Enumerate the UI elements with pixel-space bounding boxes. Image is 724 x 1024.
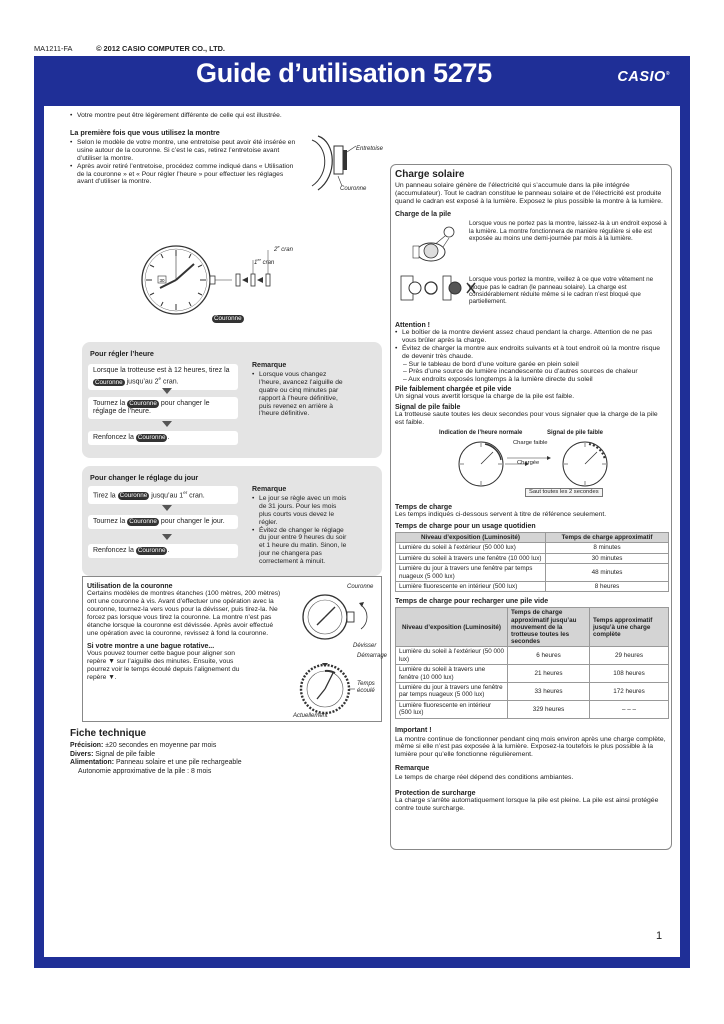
table-header: Temps approximatif jusqu’à une charge complète: [590, 608, 669, 647]
attention-item: • Le boîtier de la montre devient assez chaud pendant la charge. Attention de ne pas vous brûler après la charge.: [395, 329, 667, 345]
couronne-pill: Couronne: [137, 547, 166, 554]
step-text: cran.: [187, 492, 205, 500]
spec-title: Fiche technique: [70, 728, 147, 739]
normal-label: Indication de l’heure normale: [439, 430, 523, 437]
document-code: MA1211-FA: [34, 44, 73, 53]
overcharge-text: La charge s’arrête automatiquement lorsque la pile est pleine. La pile est ainsi protégée contre toute surcharge.: [395, 796, 659, 812]
remark-list: [252, 495, 350, 566]
set-time-step-2: [88, 397, 238, 419]
set-time-box: [82, 342, 382, 458]
step-text: Tournez la: [93, 400, 126, 407]
step-text: Renfoncez la: [93, 434, 134, 441]
set-day-step-1: [88, 486, 238, 504]
logo-mark: ®: [665, 71, 670, 78]
couronne-pill: Couronne: [95, 378, 123, 386]
table-header: Temps de charge approximatif jusqu’au mouvement de la trotteuse toutes les secondes: [508, 608, 590, 647]
top-line: [34, 44, 225, 53]
copyright: © 2012 CASIO COMPUTER CO., LTD.: [96, 44, 225, 53]
table-cell: Lumière du soleil à travers une fenêtre (10 000 lux): [396, 553, 546, 563]
table-cell: 8 minutes: [546, 543, 669, 553]
crown-label: Couronne: [347, 584, 374, 590]
second-stop-text: cran: [279, 247, 293, 253]
empty-title: Temps de charge pour recharger une pile vide: [395, 598, 549, 606]
table-cell: 8 heures: [546, 581, 669, 591]
elapsed-label-1: Temps: [357, 681, 375, 687]
down-arrow-icon: [162, 388, 172, 394]
set-day-title: Pour changer le réglage du jour: [90, 473, 199, 482]
set-time-title: Pour régler l’heure: [90, 349, 154, 358]
solar-panel-section: [390, 164, 672, 850]
spec-misc: [70, 751, 400, 759]
table-cell: 108 heures: [590, 665, 669, 683]
crown-pill: [212, 307, 244, 325]
remark-text: Le temps de charge réel dépend des conditions ambiantes.: [395, 774, 574, 782]
set-day-remark: [252, 486, 350, 566]
set-time-remark: [252, 362, 348, 418]
casio-logo: [617, 69, 670, 85]
step-text: Lorsque la trotteuse est à 12 heures, tirez la: [93, 367, 230, 374]
bezel-figure: [295, 659, 365, 719]
table-cell: Lumière du jour à travers une fenêtre par temps nuageux (5 000 lux): [396, 683, 508, 701]
couronne-pill: Couronne: [129, 518, 157, 525]
table-row: [396, 647, 669, 665]
remark-item: • Évitez de changer le réglage du jour entre 9 heures du soir et 1 heure du matin. Sinon, le jour ne changera pas correctement à minuit.: [252, 527, 350, 567]
low-signal-text: La trotteuse saute toutes les deux secondes pour vous signaler que la charge de la pile est faible.: [395, 410, 658, 426]
remark-list: [252, 371, 348, 418]
spec-label: Divers:: [70, 750, 94, 758]
intro-note: • Votre montre peut être légèrement différente de celle qui est illustrée.: [70, 112, 410, 120]
page-frame: [34, 56, 690, 968]
set-time-step-1: [88, 364, 238, 390]
step-sup: e: [158, 376, 162, 382]
charge-time-text: Les temps indiqués ci-dessous servent à titre de référence seulement.: [395, 511, 607, 519]
table-cell: Lumière fluorescente en intérieur (500 lux): [396, 700, 508, 718]
remark-item: • Lorsque vous changez l’heure, avancez l’aiguille de quatre ou cinq minutes par rapport à l’heure définitive, puis revenez en arrière à l’heure définitive.: [252, 371, 348, 418]
table-header: Niveau d’exposition (Luminosité): [396, 533, 546, 543]
table-header: Niveau d’exposition (Luminosité): [396, 608, 508, 647]
page-title: Guide d’utilisation 5275: [196, 58, 492, 88]
table-header: Temps de charge approximatif: [546, 533, 669, 543]
table-row: [396, 665, 669, 683]
spec-precision: [70, 742, 400, 750]
entretoise-label: Entretoise: [356, 146, 384, 152]
couronne-pill: Couronne: [119, 492, 148, 500]
table-row: [396, 700, 669, 718]
table-cell: Lumière du soleil à travers une fenêtre (10 000 lux): [396, 665, 508, 683]
charge-figures: [395, 218, 667, 318]
watch-diagram: [136, 236, 286, 326]
step-text: cran.: [161, 378, 179, 386]
charged-label: Chargée: [517, 460, 540, 467]
first-use-item: • Selon le modèle de votre montre, une entretoise peut avoir été insérée en usine autour de la couronne. Si c’est le cas, retirez l’entretoise avant d’utiliser la montre.: [70, 139, 298, 163]
charge-title: Charge de la pile: [395, 211, 452, 219]
table-cell: – – –: [590, 700, 669, 718]
empty-table: [395, 607, 669, 718]
spacer-figure: [298, 132, 378, 194]
couronne-pill: Couronne: [129, 400, 157, 407]
spec-power: [70, 759, 400, 767]
step-text: jusqu’au 2: [126, 378, 159, 386]
first-use-title: La première fois que vous utilisez la montre: [70, 127, 220, 137]
important-text: La montre continue de fonctionner pendant cinq mois environ après une charge complète, même si elle n’est pas exposée à la lumière. Exposez-la toutefois le plus possible à la lumière pour qu’elle fonctionne régulièrement.: [395, 735, 666, 759]
charge-time-title: Temps de charge: [395, 504, 453, 512]
couronne-label: Couronne: [340, 186, 367, 192]
attention-sub-1: – Sur le tableau de bord d’une voiture garée en plein soleil: [403, 360, 579, 368]
table-cell: 29 heures: [590, 647, 669, 665]
couronne-pill: Couronne: [137, 434, 166, 441]
header-bar: [34, 56, 690, 96]
attention-sub-3: – Aux endroits exposés longtemps à la lumière directe du soleil: [403, 376, 593, 384]
table-header-row: [396, 533, 669, 543]
couronne-pill: Couronne: [214, 315, 242, 322]
table-row: [396, 683, 669, 701]
table-cell: Lumière du jour à travers une fenêtre par temps nuageux (5 000 lux): [396, 564, 546, 582]
bezel-title: Si votre montre a une bague rotative...: [87, 643, 215, 651]
attention-item: • Évitez de charger la montre aux endroits suivants et à tout endroit où la montre risque de devenir très chaude.: [395, 345, 667, 361]
first-stop-sup: er: [257, 257, 261, 262]
spec-label: Précision:: [70, 742, 104, 750]
table-cell: 33 heures: [508, 683, 590, 701]
step-text: Tirez la: [93, 492, 116, 500]
low-label: Signal de pile faible: [547, 430, 604, 437]
table-cell: Lumière du soleil à l’extérieur (50 000 lux): [396, 543, 546, 553]
table-cell: 48 minutes: [546, 564, 669, 582]
remark-title: Remarque: [252, 362, 287, 369]
charge-text-1: Lorsque vous ne portez pas la montre, laissez-la à un endroit exposé à la lumière. La montre fonctionnera de manière régulière si elle est exposée au moins une demi-journée par mois à la lumière.: [469, 220, 667, 242]
start-label: Démarrage: [357, 653, 388, 659]
watch-in-light-icon: [409, 224, 465, 266]
page-content: [44, 106, 680, 957]
page-number: 1: [656, 930, 663, 942]
down-arrow-icon: [162, 505, 172, 511]
unscrew-label: Dévisser: [353, 643, 377, 649]
table-cell: 21 heures: [508, 665, 590, 683]
table-row: [396, 543, 669, 553]
sleeve-coverage-icon: [399, 272, 479, 304]
down-arrow-icon: [162, 534, 172, 540]
first-use-item: • Après avoir retiré l’entretoise, procédez comme indiqué dans « Utilisation de la couronne » et « Pour régler l’heure » pour effectuer les réglages avant d’utiliser la montre.: [70, 163, 298, 187]
table-row: [396, 564, 669, 582]
table-cell: 172 heures: [590, 683, 669, 701]
solar-intro: Un panneau solaire génère de l’électricité qui s’accumule dans la pile intégrée (accumulateur). Tout le cadran constitue le panneau solaire et de l’électricité est produite quand le cadran est exposé à la lumière. Exposez le plus possible la montre à la lumière.: [395, 182, 663, 205]
solar-panel-inner: [395, 169, 667, 812]
day-window: 30: [159, 278, 165, 283]
signal-figure: [395, 426, 667, 500]
remark-item: • Le jour se règle avec un mois de 31 jours. Pour les mois plus courts vous devez le régler.: [252, 495, 350, 527]
important-title: Important !: [395, 726, 432, 734]
elapsed-label: [357, 681, 375, 695]
low-battery-text: Un signal vous avertit lorsque la charge de la pile est faible.: [395, 392, 575, 400]
set-day-step-3: [88, 544, 238, 558]
solar-title: Charge solaire: [395, 169, 465, 180]
first-stop-text: cran: [260, 260, 275, 266]
logo-text: CASIO: [617, 69, 666, 85]
second-stop-num: 2: [274, 247, 278, 253]
second-stop-sup: e: [277, 244, 280, 249]
crown-screw-figure: [289, 585, 381, 645]
daily-title: Temps de charge pour un usage quotidien: [395, 523, 536, 531]
step-text: Renfoncez la: [93, 547, 134, 554]
spec-value: Signal de pile faible: [93, 750, 156, 758]
set-day-step-2: [88, 515, 238, 529]
table-cell: 30 minutes: [546, 553, 669, 563]
attention-list: [395, 329, 667, 360]
now-label: Actuellement: [293, 713, 328, 719]
low-signal-title: Signal de pile faible: [395, 403, 461, 411]
first-use-list: [70, 139, 298, 186]
first-stop-num: 1: [254, 260, 258, 266]
spec-label: Alimentation:: [70, 759, 115, 767]
elapsed-label-2: écoulé: [357, 688, 375, 694]
step-text: pour changer le réglage de l’heure.: [93, 400, 210, 416]
down-arrow-icon: [162, 421, 172, 427]
low-battery-title: Pile faiblement chargée et pile vide: [395, 385, 512, 393]
step-sup: er: [183, 490, 188, 495]
spec-value: Panneau solaire et une pile rechargeable: [114, 759, 242, 767]
first-stop-label: [254, 257, 274, 266]
step-text: Tournez la: [93, 518, 126, 525]
two-second-label: Saut toutes les 2 secondes: [525, 488, 603, 497]
crown-use-box: [82, 576, 388, 722]
step-text: jusqu’au 1: [151, 492, 184, 500]
remark-title: Remarque: [252, 486, 287, 493]
remark-title: Remarque: [395, 765, 430, 773]
attention-title: Attention !: [395, 322, 430, 330]
table-row: [396, 553, 669, 563]
table-cell: Lumière du soleil à l’extérieur (50 000 lux): [396, 647, 508, 665]
step-text: pour changer le jour.: [160, 518, 225, 525]
second-stop-label: [274, 244, 293, 253]
overcharge-title: Protection de surcharge: [395, 789, 476, 797]
set-time-step-3: [88, 431, 238, 445]
attention-sub-2: – Près d’une source de lumière incandescente ou d’autres sources de chaleur: [403, 368, 638, 376]
crown-use-title: Utilisation de la couronne: [87, 583, 173, 590]
table-header-row: [396, 608, 669, 647]
set-day-box: [82, 466, 382, 576]
charge-text-2: Lorsque vous portez la montre, veillez à ce que votre vêtement ne bloque pas le cadran (le panneau solaire). La charge est considérablement réduite même si le cadran n’est bloqué que partiellement.: [469, 276, 654, 306]
spec-autonomy: Autonomie approximative de la pile : 8 mois: [78, 767, 212, 775]
spec-section: [70, 730, 400, 776]
bezel-text: Vous pouvez tourner cette bague pour aligner son repère ▼ sur l’aiguille des minutes. Ensuite, vous pourrez voir le temps écoulé depuis l’alignement du repère ▼.: [87, 650, 240, 682]
table-cell: 6 heures: [508, 647, 590, 665]
table-row: [396, 581, 669, 591]
step-text: .: [167, 434, 170, 441]
low-charge-label: Charge faible: [513, 440, 548, 447]
spec-value: ±20 secondes en moyenne par mois: [103, 742, 217, 750]
table-cell: 329 heures: [508, 700, 590, 718]
daily-table: [395, 532, 669, 592]
intro-list: [70, 112, 410, 120]
table-cell: Lumière fluorescente en intérieur (500 lux): [396, 581, 546, 591]
step-text: .: [167, 547, 170, 554]
crown-use-text: Certains modèles de montres étanches (100 mètres, 200 mètres) ont une couronne à vis. Avant d’effectuer une opération avec la couronne, tournez-la vers vous pour la dévisser, puis tirez-la. Ne forcez pas lorsque vous tirez la couronne. La montre n’est pas étanche lorsque la couronne est dévissée. Après avoir effectué une opération avec la couronne, revissez à fond la couronne.: [87, 590, 281, 637]
